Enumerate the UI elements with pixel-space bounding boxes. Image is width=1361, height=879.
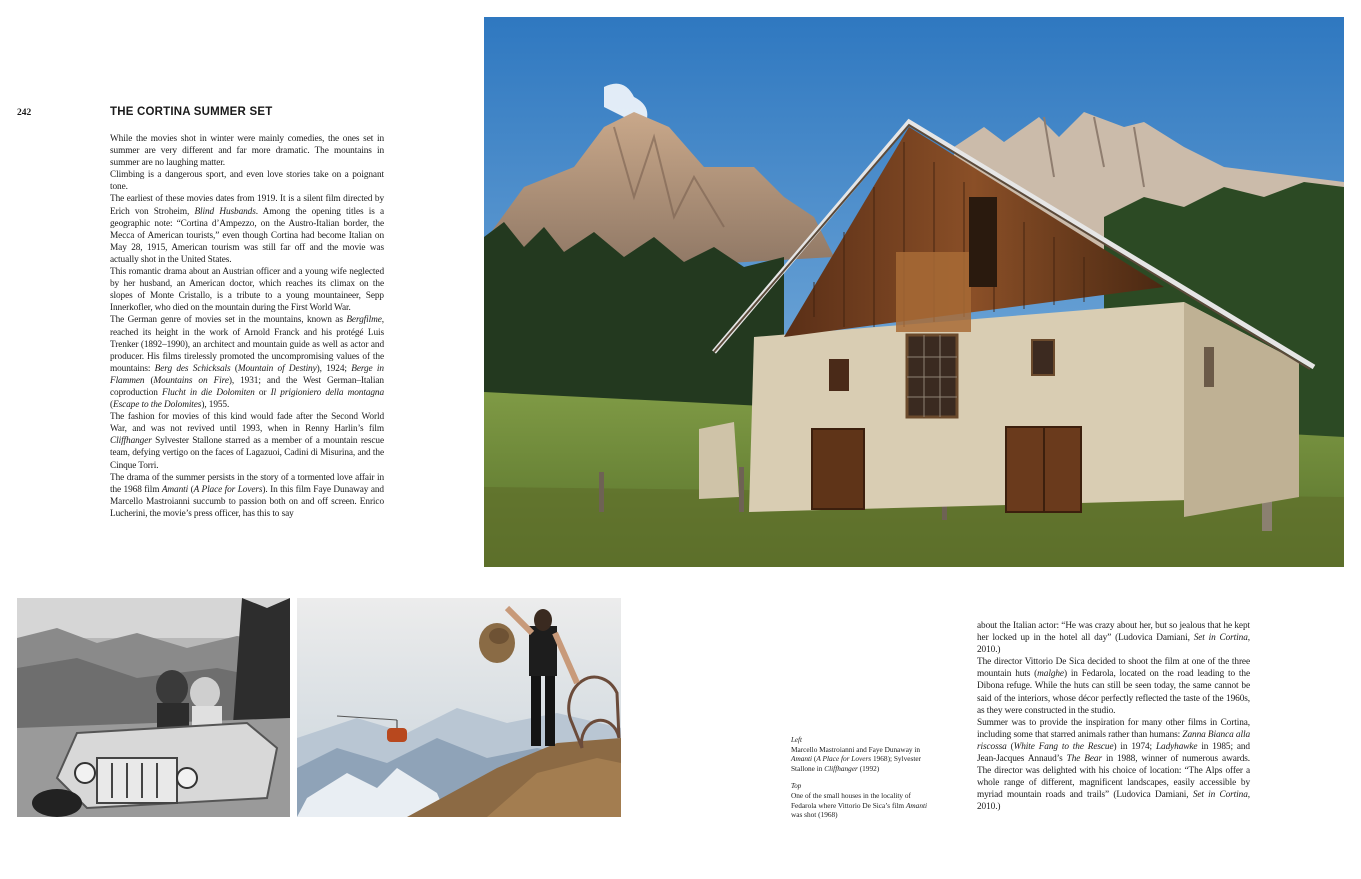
text-run: Summer was to provide the inspiration for many other films in Cortina, including some that starred animals rather than humans:: [977, 717, 1250, 740]
italic-text: A Place for Lovers: [816, 754, 872, 764]
text-run: . Among the opening titles is a geographic note: “Cortina d’Ampezzo, on the Austro-Italian border, the Mecca of American tourists,” even though Cortina had become Italian on May 28, 1915, American tourism was still far off and the movie was actually shot in the United States.: [110, 206, 384, 265]
text-run: While the movies shot in winter were mainly comedies, the ones set in summer are very different and far more dramatic. The mountains in summer are no laughing matter.: [110, 134, 384, 169]
text-run: was shot (1968): [791, 810, 838, 820]
italic-text: Amanti: [905, 800, 928, 810]
caption-top-heading: Top: [791, 782, 802, 791]
text-run: (: [230, 363, 238, 374]
text-run: (: [110, 400, 113, 411]
text-run: The earliest of these movies dates from 1919. It is a silent film directed by Erich von Stroheim,: [110, 194, 384, 217]
text-run: (: [188, 484, 194, 495]
paragraph: [110, 411, 384, 471]
text-run: , 2010.): [977, 633, 1250, 656]
text-run: The director Vittorio De Sica decided to shoot the film at one of the three mountain huts (: [977, 657, 1250, 680]
text-run: ) in Fedarola, located on the road leading to the Dibona refuge. While the huts can still be seen today, the same cannot be said of the interiors, whose décor perfectly reflected the taste of the 1960s, as they were constructed in the studio.: [977, 669, 1250, 716]
italic-text: Amanti: [161, 484, 189, 495]
paragraph: [110, 169, 384, 193]
text-run: (: [1006, 741, 1014, 752]
left-text-column: [110, 133, 384, 520]
text-run: One of the small houses in the locality of Fedarola where Vittorio De Sica’s film: [791, 791, 911, 810]
text-run: 1968); Sylvester Stallone in: [791, 754, 922, 773]
caption-left-text: [791, 745, 931, 773]
text-run: The drama of the summer persists in the story of a tormented love affair in the 1968 film: [110, 472, 384, 495]
italic-text: The Bear: [1066, 754, 1102, 765]
paragraph: [110, 472, 384, 520]
caption-top-text: [791, 791, 931, 819]
italic-text: Cliffhanger: [110, 436, 152, 447]
text-run: ). In this film Faye Dunaway and Marcello Mastroianni succumb to passion both on and off screen. Enrico Lucherini, the movie’s press officer, has this to say: [110, 484, 384, 519]
italic-text: Ladyhawke: [1155, 741, 1198, 752]
text-run: ), 1924;: [316, 363, 352, 374]
right-text-column: [977, 620, 1250, 814]
paragraph: [977, 620, 1250, 656]
italic-text: Blind Husbands: [194, 206, 256, 217]
italic-text: Set in Cortina: [1193, 633, 1248, 644]
text-run: , 2010.): [977, 790, 1250, 813]
text-run: (: [812, 754, 817, 764]
text-run: ), 1931; and the West German–Italian coproduction: [110, 375, 384, 398]
text-run: , reached its height in the work of Arnold Franck and his protégé Luis Trenker (1892–1990), an architect and mountain guide as well as actor and producer. His films tirelessly promoted the uncompromising values of the mountains:: [110, 315, 384, 374]
italic-text: malghe: [1037, 669, 1064, 680]
text-run: or: [254, 387, 271, 398]
paragraph: [977, 717, 1250, 814]
text-run: (1992): [857, 763, 880, 773]
italic-text: Set in Cortina: [1192, 790, 1248, 801]
text-run: This romantic drama about an Austrian officer and a young wife neglected by her husband, an American doctor, which reaches its climax on the slopes of Monte Cristallo, is a tribute to a young mountaineer, Sepp Innerkofler, who died on the mountain during the First World War.: [110, 267, 384, 314]
text-run: about the Italian actor: “He was crazy about her, but so jealous that he kept her locked up in the hotel all day” (Ludovica Damiani,: [977, 621, 1250, 644]
paragraph: [977, 656, 1250, 716]
italic-text: Cliffhanger: [824, 763, 858, 773]
paragraph: [110, 133, 384, 169]
photo-mastroianni-dunaway-jeep: [17, 598, 290, 817]
text-run: Climbing is a dangerous sport, and even love stories take on a poignant tone.: [110, 170, 384, 193]
text-run: The fashion for movies of this kind would fade after the Second World War, and was not revived until 1993, when in Renny Harlin’s film: [110, 412, 384, 435]
text-run: Marcello Mastroianni and Faye Dunaway in: [791, 745, 921, 754]
main-photo-mountain-hut: [484, 17, 1344, 567]
text-run: The German genre of movies set in the mountains, known as: [110, 315, 347, 326]
italic-text: A Place for Lovers: [193, 484, 263, 495]
paragraph: [110, 193, 384, 266]
italic-text: Mountain of Destiny: [237, 363, 317, 374]
italic-text: Il prigioniero della montagna: [270, 387, 385, 398]
italic-text: Escape to the Dolomites: [113, 400, 202, 411]
section-title: THE CORTINA SUMMER SET: [110, 106, 273, 118]
text-run: Sylvester Stallone starred as a member of a mountain rescue team, defying vertigo on the faces of Lagazuoi, Cadini di Misurina, and the Cinque Torri.: [110, 436, 384, 471]
caption-left-heading: Left: [791, 736, 802, 744]
italic-text: Berge in Flammen: [110, 363, 384, 386]
photo-stallone-cliffhanger: [297, 598, 621, 817]
text-run: in 1985; and Jean-Jacques Annaud’s: [977, 741, 1250, 765]
italic-text: Flucht in die Dolomiten: [162, 387, 255, 398]
text-run: ), 1955.: [201, 400, 230, 411]
italic-text: Berg des Schicksals: [154, 363, 231, 374]
italic-text: White Fang to the Rescue: [1013, 741, 1114, 752]
paragraph: [110, 314, 384, 411]
page-number: 242: [17, 108, 32, 118]
photo-captions: [791, 736, 931, 828]
italic-text: Amanti: [791, 754, 813, 764]
text-run: (: [144, 375, 154, 386]
italic-text: Bergfilme: [346, 315, 382, 326]
paragraph: [110, 266, 384, 314]
italic-text: Mountains on Fire: [153, 375, 229, 386]
text-run: ) in 1974;: [1113, 741, 1156, 752]
text-run: in 1988, winner of numerous awards. The director was delighted with his choice of location: “The Alps offer a whole range of different, magnificent landscapes, easily accessible by myriad mountain roads and trails” (Ludovica Damiani,: [977, 754, 1251, 801]
italic-text: Zanna Bianca alla riscossa: [977, 729, 1250, 752]
